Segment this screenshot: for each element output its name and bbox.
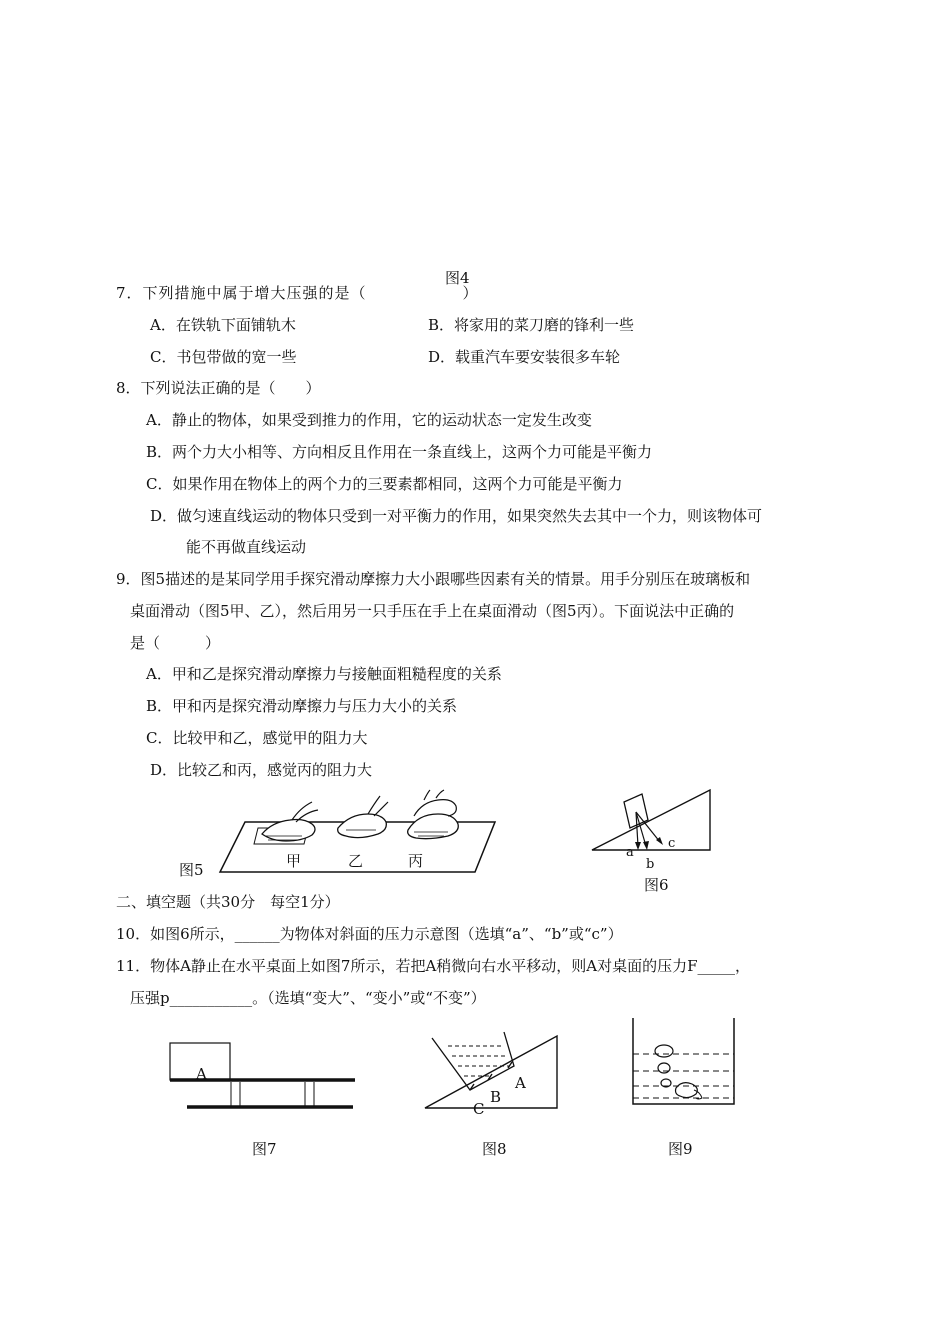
q8-option-d-line1: D．做匀速直线运动的物体只受到一对平衡力的作用，如果突然失去其中一个力，则该物体可 [150,507,763,525]
figure-7-diagram [165,1040,360,1115]
figure-7-caption: 图7 [252,1140,277,1158]
figure-6-caption: 图6 [644,876,669,894]
q10-stem: 10．如图6所示，______为物体对斜面的压力示意图（选填“a”、“b”或“c”） [116,925,623,943]
q8-option-a: A．静止的物体，如果受到推力的作用，它的运动状态一定发生改变 [146,411,592,429]
q9-option-d: D．比较乙和丙，感觉丙的阻力大 [150,761,373,779]
figure-5-label-bing: 丙 [408,852,424,870]
q11-line1: 11．物体A静止在水平桌面上如图7所示，若把A稍微向右水平移动，则A对桌面的压力F_____， [116,957,751,975]
q8-stem: 8．下列说法正确的是（ ） [116,379,321,397]
q8-option-c: C．如果作用在物体上的两个力的三要素都相同，这两个力可能是平衡力 [146,475,623,493]
figure-5-label-yi: 乙 [348,852,364,870]
q9-option-a: A．甲和乙是探究滑动摩擦力与接触面粗糙程度的关系 [146,665,502,683]
q9-option-b: B．甲和丙是探究滑动摩擦力与压力大小的关系 [146,697,458,715]
q9-stem-line1: 9．图5描述的是某同学用手探究滑动摩擦力大小跟哪些因素有关的情景。用手分别压在玻璃板和 [116,570,751,588]
figure-6-label-b: b [646,857,655,872]
figure-8-label-c: C [473,1100,485,1118]
figure-8-caption: 图8 [482,1140,507,1158]
figure-7-label-a: A [196,1065,207,1083]
q7-option-d: D．载重汽车要安装很多车轮 [428,348,621,366]
figure-4-caption: 图4 [445,269,470,287]
q7-option-c: C．书包带做的宽一些 [150,348,297,366]
figure-9-caption: 图9 [668,1140,693,1158]
figure-5-caption: 图5 [179,861,204,879]
figure-6-label-c: c [668,836,676,851]
figure-8-label-a: A [515,1074,526,1092]
q9-option-c: C．比较甲和乙，感觉甲的阻力大 [146,729,368,747]
q7-stem: 7．下列措施中属于增大压强的是（ ） [116,284,479,302]
q8-option-d-line2: 能不再做直线运动 [186,538,307,556]
q11-line2: 压强p___________。（选填“变大”、“变小”或“不变”） [130,989,486,1007]
figure-8-label-b: B [490,1088,502,1106]
q9-stem-line3: 是（ ） [130,634,221,652]
q8-option-b: B．两个力大小相等、方向相反且作用在一条直线上，这两个力可能是平衡力 [146,443,653,461]
figure-9-diagram [628,1016,740,1108]
figure-5-label-jia: 甲 [286,852,302,870]
q7-option-b: B．将家用的菜刀磨的锋利一些 [428,316,635,334]
q7-option-a: A．在铁轨下面铺轨木 [150,316,296,334]
section-fill-in-heading: 二、填空题（共30分 每空1分） [116,893,340,911]
q9-stem-line2: 桌面滑动（图5甲、乙），然后用另一只手压在手上在桌面滑动（图5丙）。下面说法中正确的 [130,602,735,620]
figure-6-label-a: a [626,845,634,860]
figure-6-diagram [590,788,720,863]
